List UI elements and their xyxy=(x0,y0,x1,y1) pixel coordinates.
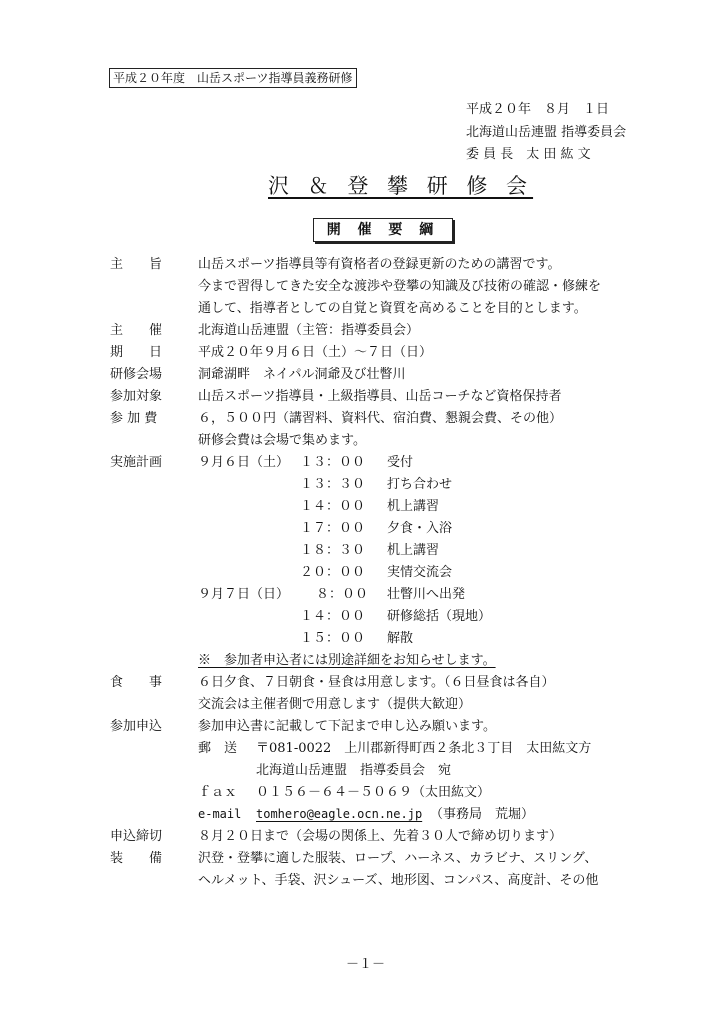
schedule-event: 解散 xyxy=(387,631,414,646)
host-label: 主 催 xyxy=(110,323,163,338)
mail-label: 郵 送 xyxy=(198,741,238,756)
schedule-time: １５：００ xyxy=(300,631,366,646)
header-note: 平成２０年度 山岳スポーツ指導員義務研修 xyxy=(109,68,357,88)
plan-note: ※ 参加者申込者には別途詳細をお知らせします。 xyxy=(198,653,496,668)
page-number: －１－ xyxy=(346,957,386,972)
schedule-time: １４：００ xyxy=(300,609,366,624)
equipment-line-2: ヘルメット、手袋、沢シューズ、地形図、コンパス、高度計、その他 xyxy=(198,873,599,888)
target-label: 参加対象 xyxy=(110,389,163,404)
schedule-event: 実情交流会 xyxy=(387,565,453,580)
schedule-time: １８：３０ xyxy=(300,543,366,558)
meals-line-1: ６日夕食、７日朝食・昼食は用意します。（６日昼食は各自） xyxy=(198,675,555,690)
meals-label: 食 事 xyxy=(110,675,163,690)
email-link[interactable]: tomhero@eagle.ocn.ne.jp xyxy=(256,807,423,821)
venue-text: 洞爺湖畔 ネイパル洞爺及び壮瞥川 xyxy=(198,367,406,382)
period-text: 平成２０年９月６日（土）～７日（日） xyxy=(198,345,433,360)
organization-line: 北海道山岳連盟 指導委員会 xyxy=(466,125,627,140)
schedule-time: ２０：００ xyxy=(300,565,366,580)
purpose-line-3: 通して、指導者としての自覚と資質を高めることを目的とします。 xyxy=(198,301,587,316)
plan-day2: ９月７日（日） xyxy=(198,587,290,602)
schedule-time: １７：００ xyxy=(300,521,366,536)
schedule-event: 壮瞥川へ出発 xyxy=(387,587,466,602)
target-text: 山岳スポーツ指導員・上級指導員、山岳コーチなど資格保持者 xyxy=(198,389,562,404)
equipment-line-1: 沢登・登攀に適した服装、ロープ、ハーネス、カラビナ、スリング、 xyxy=(198,851,598,866)
schedule-event: 机上講習 xyxy=(387,499,440,514)
host-text: 北海道山岳連盟（主管：指導委員会） xyxy=(198,323,420,338)
email-label: e-mail xyxy=(198,807,242,821)
deadline-label: 申込締切 xyxy=(110,829,163,844)
fax-label: ｆａｘ xyxy=(198,785,238,800)
plan-label: 実施計画 xyxy=(110,455,163,470)
mail-address: 〒081-0022 上川郡新得町西２条北３丁目 太田紘文方 xyxy=(256,741,592,756)
fee-line-1: ６，５００円（講習料、資料代、宿泊費、懇親会費、その他） xyxy=(198,411,563,426)
purpose-label: 主 旨 xyxy=(110,257,163,272)
page-title: 沢 ＆ 登 攀 研 修 会 xyxy=(268,174,534,198)
subtitle: 開 催 要 綱 xyxy=(326,222,440,238)
fax-value: ０１５６－６４－５０６９（太田紘文） xyxy=(256,785,491,800)
email-note: （事務局 荒堀） xyxy=(430,807,535,822)
subtitle-box xyxy=(313,218,453,242)
deadline-text: ８月２０日まで（会場の関係上、先着３０人で締め切ります） xyxy=(198,829,563,844)
fee-line-2: 研修会費は会場で集めます。 xyxy=(198,433,366,448)
schedule-event: 打ち合わせ xyxy=(387,477,453,492)
schedule-time: １３：３０ xyxy=(300,477,366,492)
schedule-event: 研修総括（現地） xyxy=(387,609,492,624)
apply-intro: 参加申込書に記載して下記まで申し込み願います。 xyxy=(198,719,496,734)
purpose-line-2: 今まで習得してきた安全な渡渉や登攀の知識及び技術の確認・修練を xyxy=(198,279,602,294)
chair-line: 委 員 長 太 田 紘 文 xyxy=(466,147,591,162)
fee-label: 参 加 費 xyxy=(110,411,158,426)
schedule-event: 机上講習 xyxy=(387,543,440,558)
date-line: 平成２０年 ８月 １日 xyxy=(466,102,610,117)
schedule-time: １４：００ xyxy=(300,499,366,514)
period-label: 期 日 xyxy=(110,345,163,360)
schedule-time: １３：００ xyxy=(300,455,366,470)
meals-line-2: 交流会は主催者側で用意します（提供大歓迎） xyxy=(198,697,472,712)
purpose-line-1: 山岳スポーツ指導員等有資格者の登録更新のための講習です。 xyxy=(198,257,561,272)
mail-address-2: 北海道山岳連盟 指導委員会 宛 xyxy=(256,763,452,778)
equipment-label: 装 備 xyxy=(110,851,163,866)
schedule-event: 受付 xyxy=(387,455,414,470)
schedule-time: ８：００ xyxy=(316,587,369,602)
plan-day1: ９月６日（土） xyxy=(198,455,290,470)
apply-label: 参加申込 xyxy=(110,719,163,734)
venue-label: 研修会場 xyxy=(110,367,163,382)
schedule-event: 夕食・入浴 xyxy=(387,521,453,536)
